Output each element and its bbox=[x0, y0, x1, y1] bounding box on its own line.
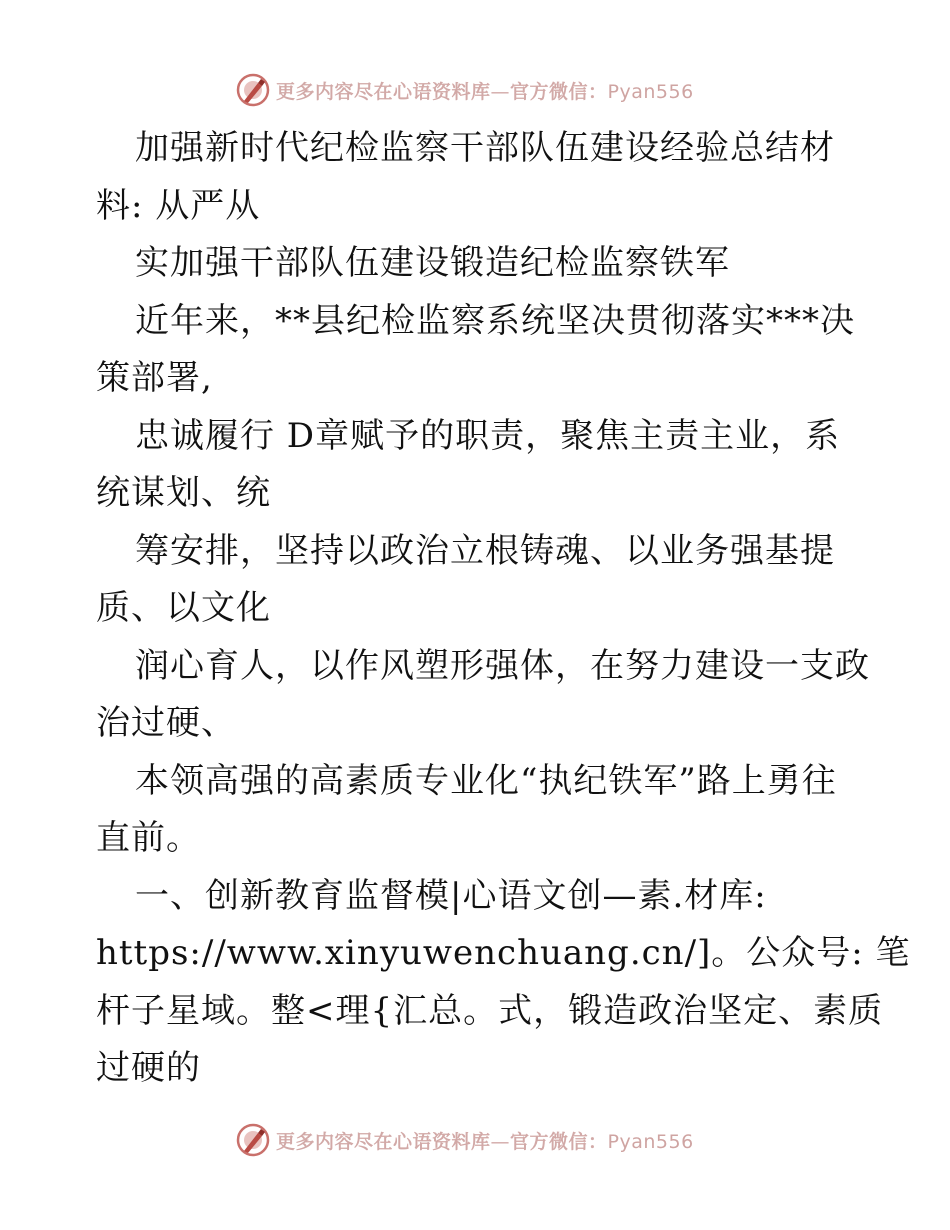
paragraph-line: 直前。 bbox=[96, 818, 201, 858]
paragraph-line: 筹安排，坚持以政治立根铸魂、以业务强基提 bbox=[135, 530, 835, 571]
paragraph-line: 策部署, bbox=[96, 358, 213, 398]
pen-logo-icon bbox=[236, 1123, 270, 1157]
paragraph-line: https://www.xinyuwenchuang.cn/]。公众号: 笔 bbox=[96, 933, 911, 973]
paragraph-line: 统谋划、统 bbox=[96, 473, 271, 513]
paragraph-line: 杆子星域。整<理{汇总。式，锻造政治坚定、素质 bbox=[96, 990, 884, 1031]
banner-wechat-label: 官方微信： bbox=[510, 1130, 608, 1153]
paragraph-line: 治过硬、 bbox=[96, 703, 236, 743]
paragraph-line: 质、以文化 bbox=[96, 588, 271, 628]
banner-wechat-id: Pyan556 bbox=[607, 80, 694, 103]
paragraph-line: 过硬的 bbox=[96, 1048, 201, 1088]
banner-separator: — bbox=[490, 1130, 511, 1153]
banner-separator: — bbox=[490, 80, 511, 103]
paragraph-line: 润心育人，以作风塑形强体，在努力建设一支政 bbox=[135, 645, 870, 686]
paragraph-line: 本领高强的高素质专业化“执纪铁军”路上勇往 bbox=[135, 760, 837, 801]
banner-wechat-id: Pyan556 bbox=[607, 1130, 694, 1153]
banner-text: 更多内容尽在心语资料库 bbox=[276, 80, 491, 103]
doc-title-line-2: 料: 从严从 bbox=[96, 185, 261, 226]
doc-title-line-1: 加强新时代纪检监察干部队伍建设经验总结材 bbox=[135, 128, 835, 168]
header-watermark-banner bbox=[236, 73, 716, 107]
footer-watermark-banner bbox=[236, 1123, 716, 1157]
document-body bbox=[96, 120, 911, 1098]
pen-logo-icon bbox=[236, 73, 270, 107]
paragraph-line: 近年来，**县纪检监察系统坚决贯彻落实***决 bbox=[135, 300, 855, 341]
paragraph-line: 忠诚履行 D章赋予的职责，聚焦主责主业，系 bbox=[135, 415, 841, 456]
section-heading: 一、创新教育监督模|心语文创—素.材库: bbox=[135, 875, 767, 916]
doc-subtitle: 实加强干部队伍建设锻造纪检监察铁军 bbox=[135, 243, 730, 283]
banner-wechat-label: 官方微信： bbox=[510, 80, 608, 103]
banner-text: 更多内容尽在心语资料库 bbox=[276, 1130, 491, 1153]
